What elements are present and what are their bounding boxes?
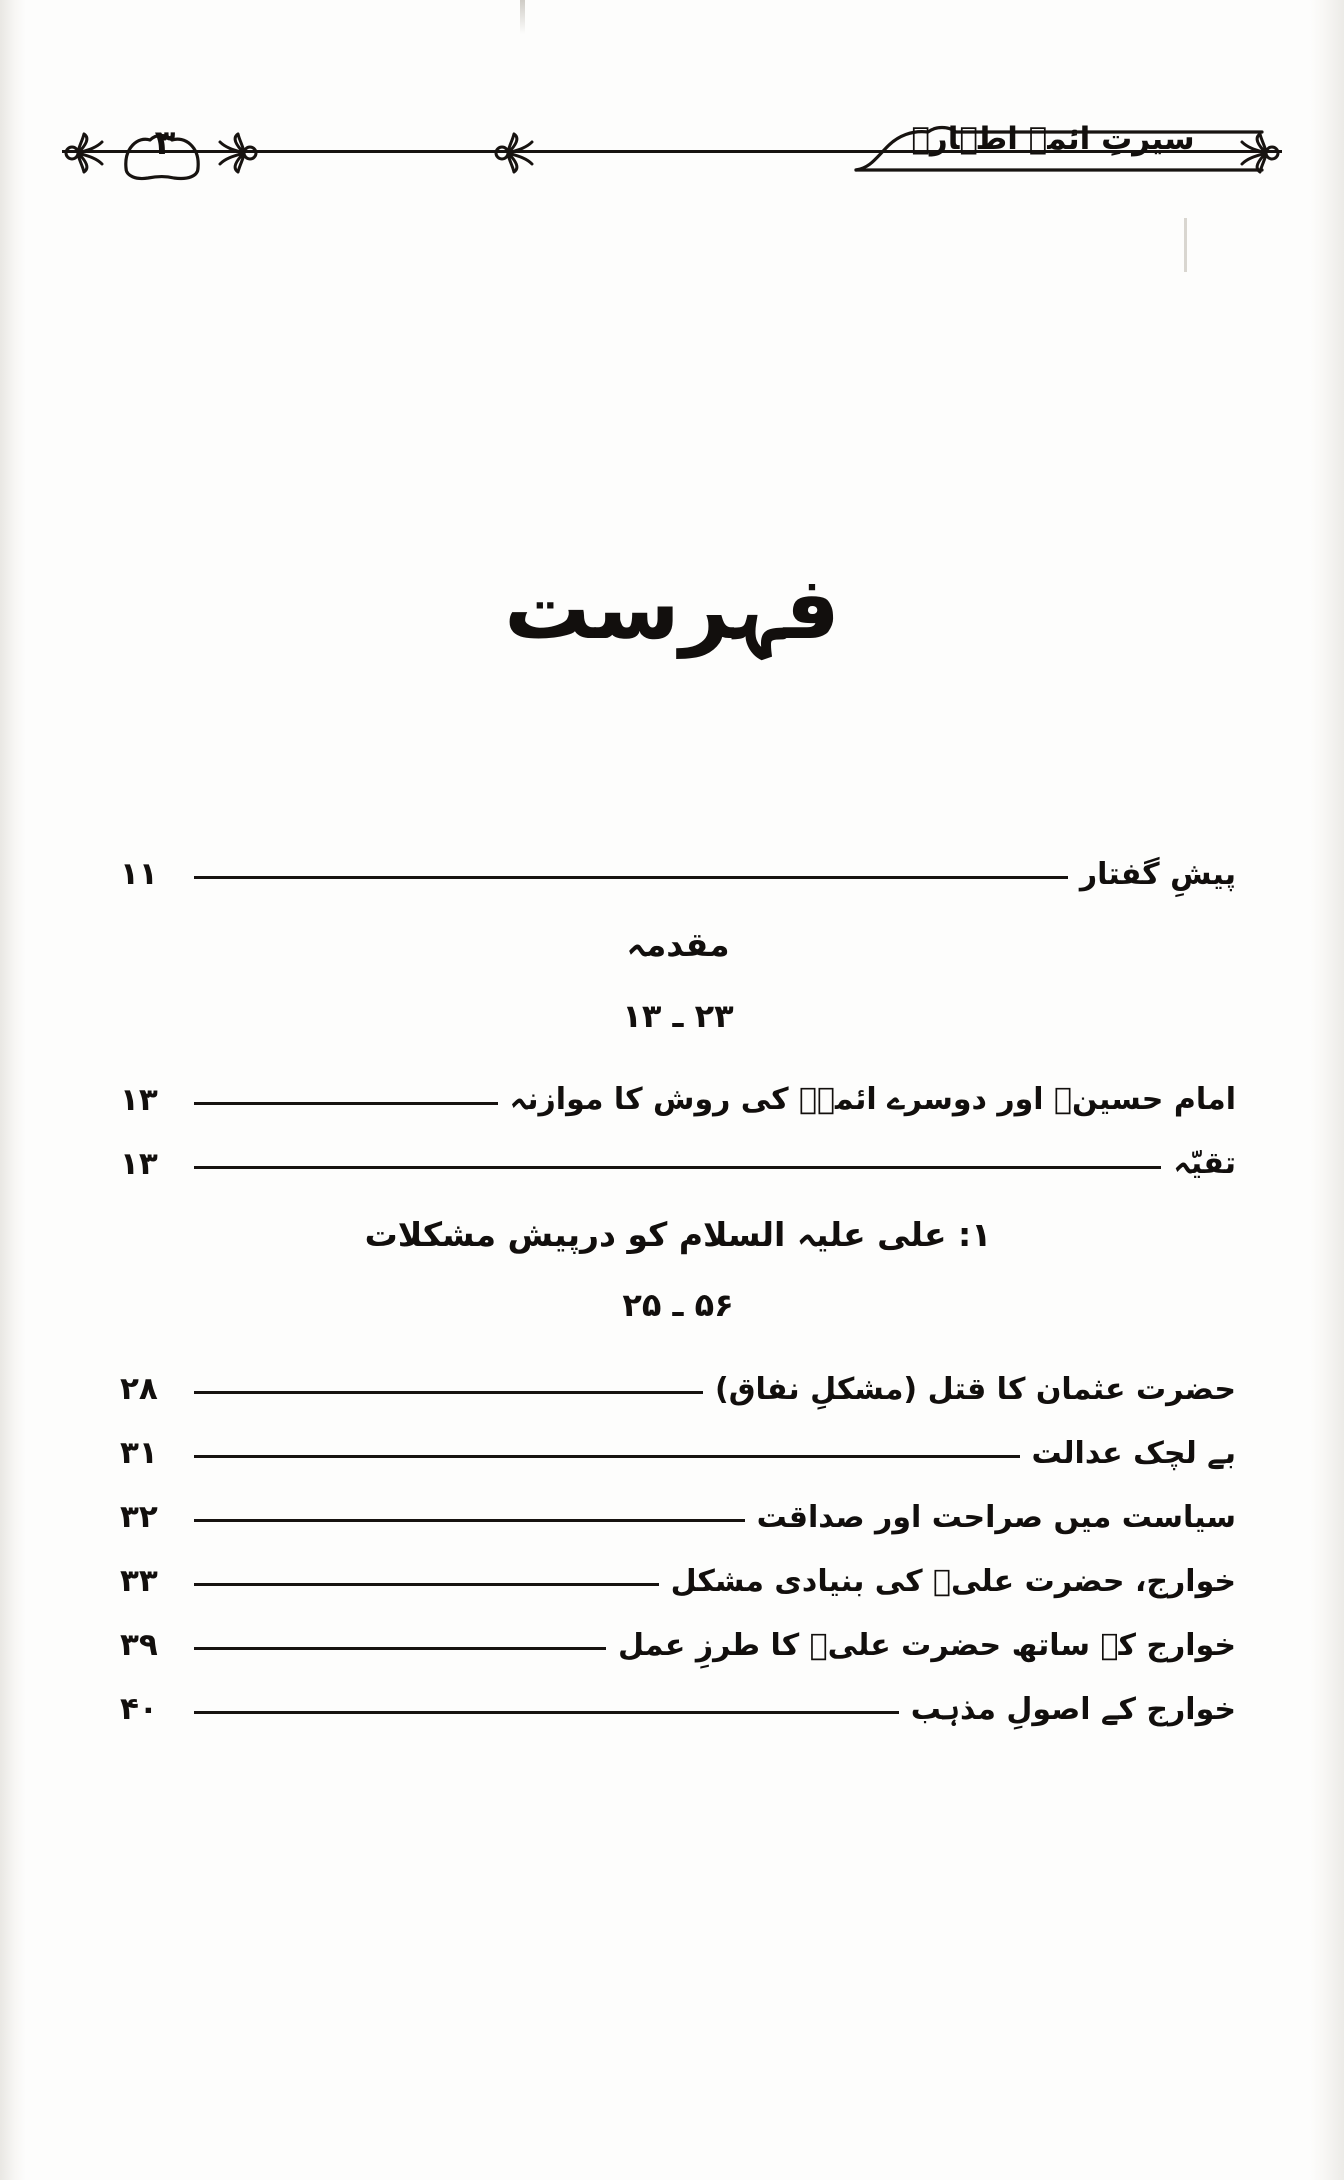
toc-section-title: مقدمہ — [626, 925, 730, 964]
toc-leader-line — [194, 1102, 498, 1105]
toc-entry-title: پیشِ گفتار — [1079, 856, 1236, 892]
spacer — [120, 1050, 1236, 1068]
toc-entry-page-number: ۴۰ — [120, 1691, 158, 1727]
running-header — [62, 96, 1282, 192]
toc-entry[interactable] — [120, 1357, 1236, 1411]
toc-entry[interactable] — [120, 1677, 1236, 1731]
scan-edge-shadow-left — [0, 0, 26, 2180]
toc-entry-page-number: ۳۳ — [120, 1563, 158, 1599]
toc-entry-title: خوارج، حضرت علیؑ کی بنیادی مشکل — [670, 1563, 1236, 1599]
toc-section-page-range: ۵۶ ـ ۲۵ — [622, 1286, 734, 1324]
toc-entry-page-number: ۳۹ — [120, 1627, 158, 1663]
toc-entry[interactable] — [120, 1132, 1236, 1186]
toc-entry-page-number: ۱۳ — [120, 1081, 158, 1118]
toc-entry-title: سیاست میں صراحت اور صداقت — [756, 1499, 1236, 1535]
page-title: فہرست — [504, 559, 840, 659]
toc-entry[interactable] — [120, 1485, 1236, 1539]
toc-entry[interactable] — [120, 1613, 1236, 1667]
toc-entry-title: خوارج کے اصولِ مذہب — [910, 1691, 1236, 1727]
toc-leader-line — [194, 876, 1068, 879]
toc-entry-title: بے لچک عدالت — [1031, 1435, 1236, 1471]
toc-entry-page-number: ۱۳ — [120, 1145, 158, 1182]
scan-artifact-speck — [1184, 218, 1187, 272]
table-of-contents — [120, 842, 1236, 1741]
toc-section-page-range: ۲۳ ـ ۱۳ — [622, 996, 734, 1035]
floral-knot-ornament — [492, 130, 538, 174]
toc-entry-title: امام حسینؑ اور دوسرے ائمہؑ کی روش کا موازنہ — [509, 1082, 1236, 1117]
scan-artifact-spine — [520, 0, 525, 34]
toc-leader-line — [194, 1647, 606, 1650]
toc-entry-page-number: ۳۲ — [120, 1499, 158, 1535]
toc-leader-line — [194, 1583, 659, 1586]
toc-section-heading — [120, 1210, 1236, 1322]
folio-page-number: ۳ — [154, 123, 176, 163]
scan-edge-shadow-right — [1310, 0, 1344, 2180]
toc-entry[interactable] — [120, 1068, 1236, 1122]
toc-entry[interactable] — [120, 1549, 1236, 1603]
running-header-title: سیرتِ ائمہ اطہارؑ — [911, 121, 1195, 157]
toc-leader-line — [194, 1166, 1161, 1169]
toc-section-title: ۱: علی علیہ السلام کو درپیش مشکلات — [364, 1214, 992, 1254]
toc-entry-page-number: ۳۱ — [120, 1435, 158, 1471]
toc-section-heading — [120, 920, 1236, 1035]
toc-entry-title: حضرت عثمان کا قتل (مشکلِ نفاق) — [714, 1371, 1236, 1407]
toc-entry[interactable] — [120, 1421, 1236, 1475]
toc-entry-page-number: ۲۸ — [120, 1371, 158, 1407]
toc-leader-line — [194, 1391, 703, 1394]
toc-entry-page-number: ۱۱ — [120, 856, 158, 892]
toc-leader-line — [194, 1711, 899, 1714]
toc-entry-title: خوارج کے ساتھ حضرت علیؑ کا طرزِ عمل — [618, 1627, 1236, 1663]
toc-leader-line — [194, 1455, 1020, 1458]
toc-leader-line — [194, 1519, 745, 1522]
toc-entry-title: تقیّہ — [1173, 1146, 1236, 1181]
toc-entry[interactable] — [120, 842, 1236, 896]
spacer — [120, 1339, 1236, 1357]
